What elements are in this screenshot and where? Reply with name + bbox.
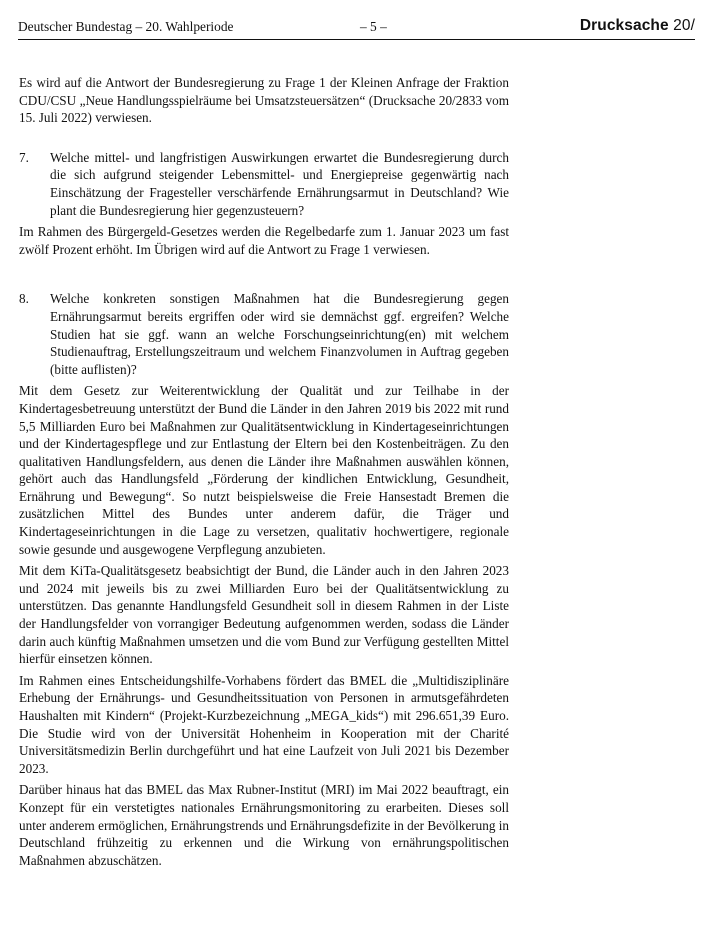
answer-8-paragraph-3: Im Rahmen eines Entscheidungshilfe-Vorhabens fördert das BMEL die „Multidisziplinäre Erhebung der Ernährungs- und Gesundheitssituation von Personen in armutsgefährdeten Haushalten mit Kindern“ (Projekt-Kurzbezeichnung „MEGA_kids“) mit 296.651,39 Euro. Die Studie wird von der Universität Hohenheim in Kooperation mit der Charité Universitätsmedizin Berlin durchgeführt und hat eine Laufzeit von Juli 2021 bis Dezember 2023. [19, 672, 509, 776]
question-text: Welche konkreten sonstigen Maßnahmen hat die Bundesregierung gegen Ernährungsarmut bereits ergriffen oder wird sie demnächst ggf. ergreifen? Welche Studien hat sie ggf. wann an welche Forschungseinrichtung(en) mit welchem Studienauftrag, Erstellungszeitraum und welchem Finanzvolumen in Auftrag gegeben (bitte auflisten)? [50, 291, 509, 377]
question-number: 7. [19, 149, 29, 165]
question-number: 8. [19, 291, 29, 307]
answer-8-paragraph-1: Mit dem Gesetz zur Weiterentwicklung der Qualität und zur Teilhabe in der Kindertagesbetreuung unterstützt der Bund die Länder in den Jahren 2019 bis 2022 mit rund 5,5 Milliarden Euro bei Maßnahmen zur Qualitätsentwicklung in Kindertageseinrichtungen und der Kindertagespflege und zur Entlastung der Eltern bei den Kostenbeiträgen. Zu den qualitativen Handlungsfeldern, aus denen die Länder ihre Maßnahmen auswählen können, gehört auch das Handlungsfeld „Förderung der kindlichen Entwicklung, Gesundheit, Ernährung und Bewegung“. So nutzt beispielsweise die Freie Hansestadt Bremen die zusätzlichen Mittel des Bundes unter anderem dafür, die Träger und Kindertageseinrichtungen in die Lage zu versetzen, qualitativ hochwertigere, regionale sowie gesunde und ausgewogene Verpflegung anzubieten. [19, 383, 509, 557]
document-body [19, 74, 509, 873]
answer-8-paragraph-2: Mit dem KiTa-Qualitätsgesetz beabsichtigt der Bund, die Länder auch in den Jahren 2023 und 2024 mit jeweils bis zu zwei Milliarden Euro bei der Qualitätsentwicklung zu unterstützen. Das genannte Handlungsfeld Gesundheit soll in diesem Rahmen in der Liste der Handlungsfelder von vorrangiger Bedeutung aufgenommen werden, sodass die Länder darin auch künftig Maßnahmen umsetzen und die vom Bund zur Verfügung gestellten Mittel hierfür einsetzen können. [19, 563, 509, 667]
question-8 [19, 290, 509, 378]
answer-7: Im Rahmen des Bürgergeld-Gesetzes werden die Regelbedarfe zum 1. Januar 2023 um fast zwölf Prozent erhöht. Im Übrigen wird auf die Antwort zu Frage 1 verwiesen. [19, 224, 509, 257]
question-7 [19, 149, 509, 219]
header-drucksache-number: 20/ [673, 17, 695, 34]
header-parliament-term: Deutscher Bundestag – 20. Wahlperiode [18, 19, 234, 34]
page-header [18, 19, 695, 40]
header-page-number: – 5 – [360, 19, 387, 34]
answer-paragraph: Es wird auf die Antwort der Bundesregierung zu Frage 1 der Kleinen Anfrage der Fraktion CDU/CSU „Neue Handlungsspielräume bei Umsatzsteuersätzen“ (Drucksache 20/2833 vom 15. Juli 2022) verwiesen. [19, 75, 509, 126]
header-document-number [580, 17, 695, 35]
header-drucksache-label: Drucksache [579, 17, 669, 34]
question-text: Welche mittel- und langfristigen Auswirkungen erwartet die Bundesregierung durch die sich aufgrund steigender Lebensmittel- und Energiepreise gegenwärtig nach Einschätzung der Fragesteller verschärfende Ernährungsarmut in Deutschland? Wie plant die Bundesregierung hier gegenzusteuern? [50, 149, 509, 218]
answer-8-paragraph-4: Darüber hinaus hat das BMEL das Max Rubner-Institut (MRI) im Mai 2022 beauftragt, ein Konzept für ein verstetigtes nationales Ernährungsmonitoring zu erarbeiten. Dieses soll unter anderem ermöglichen, Ernährungstrends und Ernährungsdefizite in der Bevölkerung in Deutschland frühzeitig zu erkennen und die Wirkung von ernährungspolitischen Maßnahmen abzuschätzen. [19, 782, 509, 868]
